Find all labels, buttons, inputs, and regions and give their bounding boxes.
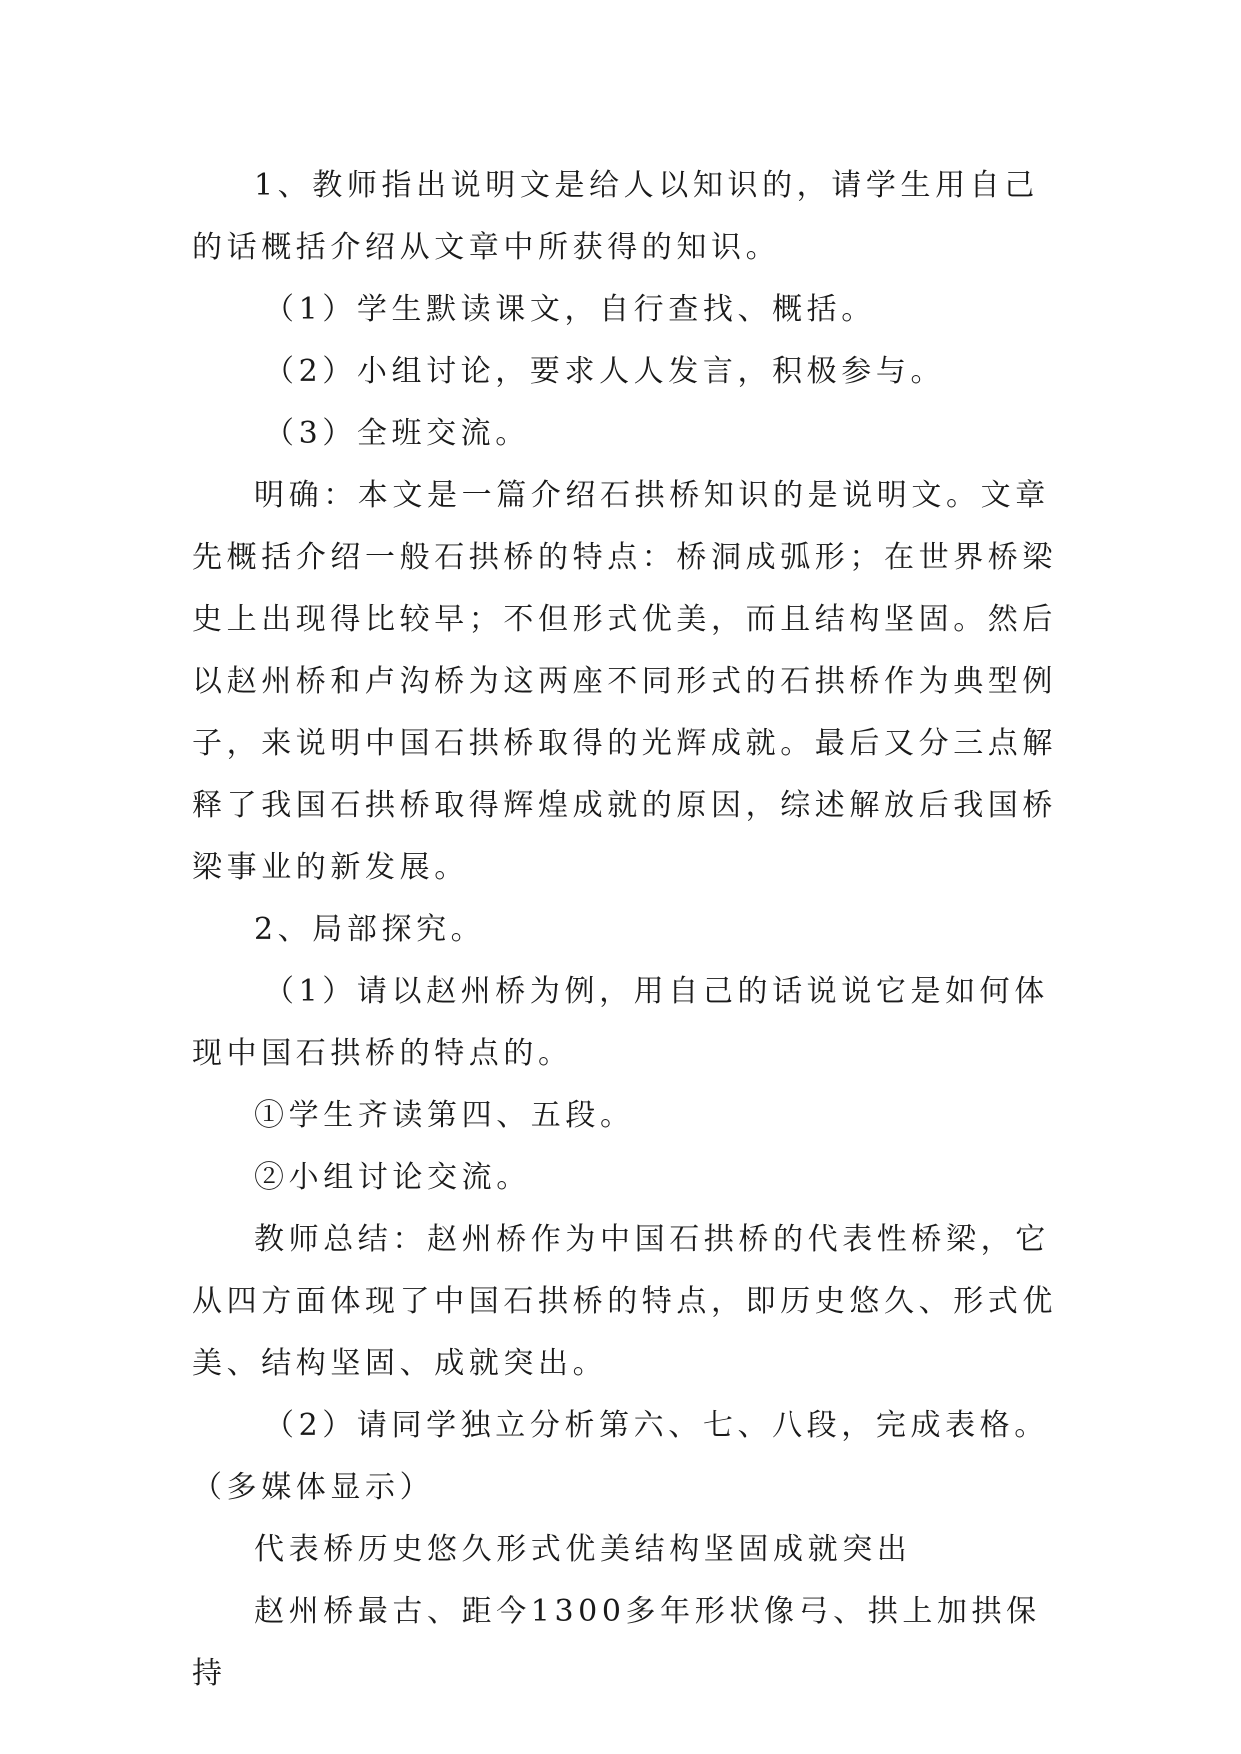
paragraph-teacher-summary: 教师总结：赵州桥作为中国石拱桥的代表性桥梁，它从四方面体现了中国石拱桥的特点，即历史悠久、形式优美、结构坚固、成就突出。 [192, 1222, 1057, 1381]
paragraph-step-1: （1）学生默读课文，自行查找、概括。 [264, 292, 876, 327]
paragraph-local-inquiry: 2、局部探究。 [254, 912, 486, 947]
paragraph-group-discussion: ②小组讨论交流。 [254, 1160, 531, 1195]
paragraph-question-2: （2）请同学独立分析第六、七、八段，完成表格。（多媒体显示） [192, 1408, 1049, 1505]
body-text [192, 155, 1072, 1705]
paragraph-read-aloud: ①学生齐读第四、五段。 [254, 1098, 635, 1133]
paragraph-question-1: （1）请以赵州桥为例，用自己的话说说它是如何体现中国石拱桥的特点的。 [192, 974, 1049, 1071]
table-header-row: 代表桥历史悠久形式优美结构坚固成就突出 [254, 1532, 912, 1567]
paragraph-step-3: （3）全班交流。 [264, 416, 530, 451]
paragraph-clarification: 明确：本文是一篇介绍石拱桥知识的是说明文。文章先概括介绍一般石拱桥的特点：桥洞成弧形；在世界桥梁史上出现得比较早；不但形式优美，而且结构坚固。然后以赵州桥和卢沟桥为这两座不同形式的石拱桥作为典型例子，来说明中国石拱桥取得的光辉成就。最后又分三点解释了我国石拱桥取得辉煌成就的原因，综述解放后我国桥梁事业的新发展。 [192, 478, 1057, 885]
paragraph-teacher-point: 1、教师指出说明文是给人以知识的，请学生用自己的话概括介绍从文章中所获得的知识。 [192, 168, 1039, 265]
paragraph-step-2: （2）小组讨论，要求人人发言，积极参与。 [264, 354, 946, 389]
table-row-zhaozhou: 赵州桥最古、距今1300多年形状像弓、拱上加拱保持 [192, 1594, 1041, 1691]
